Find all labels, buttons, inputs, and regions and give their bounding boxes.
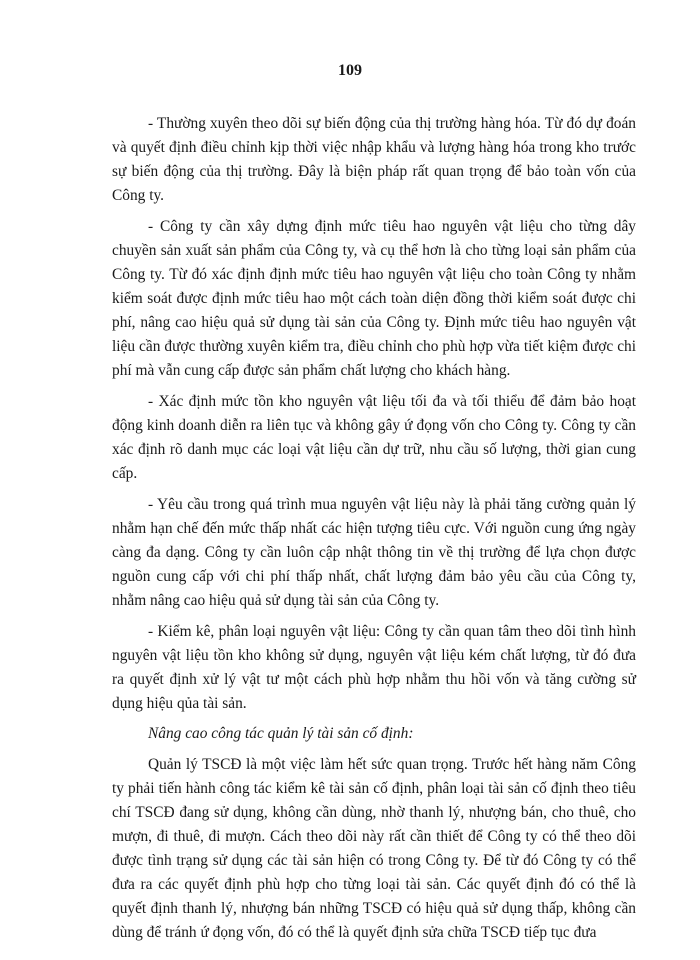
paragraph-fixed-asset-management: Quản lý TSCĐ là một việc làm hết sức quan trọng. Trước hết hàng năm Công ty phải tiến hành công tác kiểm kê tài sản cố định, phân loại tài sản cố định theo tiêu chí TSCĐ đang sử dụng, không cần dùng, nhờ thanh lý, nhượng bán, cho thuê, cho mượn, đi thuê, đi mượn. Cách theo dõi này rất cần thiết để Công ty có thể theo dõi được tình trạng sử dụng các tài sản hiện có trong Công ty. Để từ đó Công ty có thể đưa ra các quyết định phù hợp cho từng loại tài sản. Các quyết định đó có thể là quyết định thanh lý, nhượng bán những TSCĐ có hiệu quả sử dụng thấp, không cần dùng để tránh ứ đọng vốn, đó có thể là quyết định sửa chữa TSCĐ tiếp tục đưa (112, 756, 636, 941)
document-body (112, 112, 636, 952)
page-number: 109 (338, 62, 362, 79)
paragraph-purchasing-control: - Yêu cầu trong quá trình mua nguyên vật liệu này là phải tăng cường quản lý nhằm hạn chế đến mức thấp nhất các hiện tượng tiêu cực. Với nguồn cung ứng ngày càng đa dạng. Công ty cần luôn cập nhật thông tin về thị trường để lựa chọn được nguồn cung cấp với chi phí thấp nhất, chất lượng đảm bảo yêu cầu của Công ty, nhằm nâng cao hiệu quả sử dụng tài sản của Công ty. (112, 496, 636, 609)
paragraph-consumption-norms: - Công ty cần xây dựng định mức tiêu hao nguyên vật liệu cho từng dây chuyền sản xuất sản phẩm của Công ty, và cụ thể hơn là cho từng loại sản phẩm của Công ty. Từ đó xác định định mức tiêu hao nguyên vật liệu cho toàn Công ty nhằm kiểm soát được định mức tiêu hao một cách toàn diện đồng thời kiểm soát được chi phí, nâng cao hiệu quả sử dụng tài sản của Công ty. Định mức tiêu hao nguyên vật liệu cần được thường xuyên kiểm tra, điều chỉnh cho phù hợp vừa tiết kiệm được chi phí mà vẫn cung cấp được sản phẩm chất lượng cho khách hàng. (112, 218, 636, 379)
paragraph-stocktaking: - Kiểm kê, phân loại nguyên vật liệu: Công ty cần quan tâm theo dõi tình hình nguyên vật liệu tồn kho không sử dụng, nguyên vật liệu kém chất lượng, từ đó đưa ra quyết định xử lý vật tư một cách phù hợp nhằm thu hồi vốn và tăng cường sử dụng hiệu qủa tài sản. (112, 623, 636, 712)
paragraph-inventory-levels: - Xác định mức tồn kho nguyên vật liệu tối đa và tối thiểu để đảm bảo hoạt động kinh doanh diễn ra liên tục và không gây ứ đọng vốn cho Công ty. Công ty cần xác định rõ danh mục các loại vật liệu cần dự trữ, nhu cầu số lượng, thời gian cung cấp. (112, 393, 636, 482)
paragraph-market-monitoring: - Thường xuyên theo dõi sự biến động của thị trường hàng hóa. Từ đó dự đoán và quyết định điều chỉnh kịp thời việc nhập khẩu và lượng hàng hóa trong kho trước sự biến động của thị trường. Đây là biện pháp rất quan trọng để bảo toàn vốn của Công ty. (112, 115, 636, 204)
section-heading-fixed-assets: Nâng cao công tác quản lý tài sản cố định: (148, 725, 414, 742)
